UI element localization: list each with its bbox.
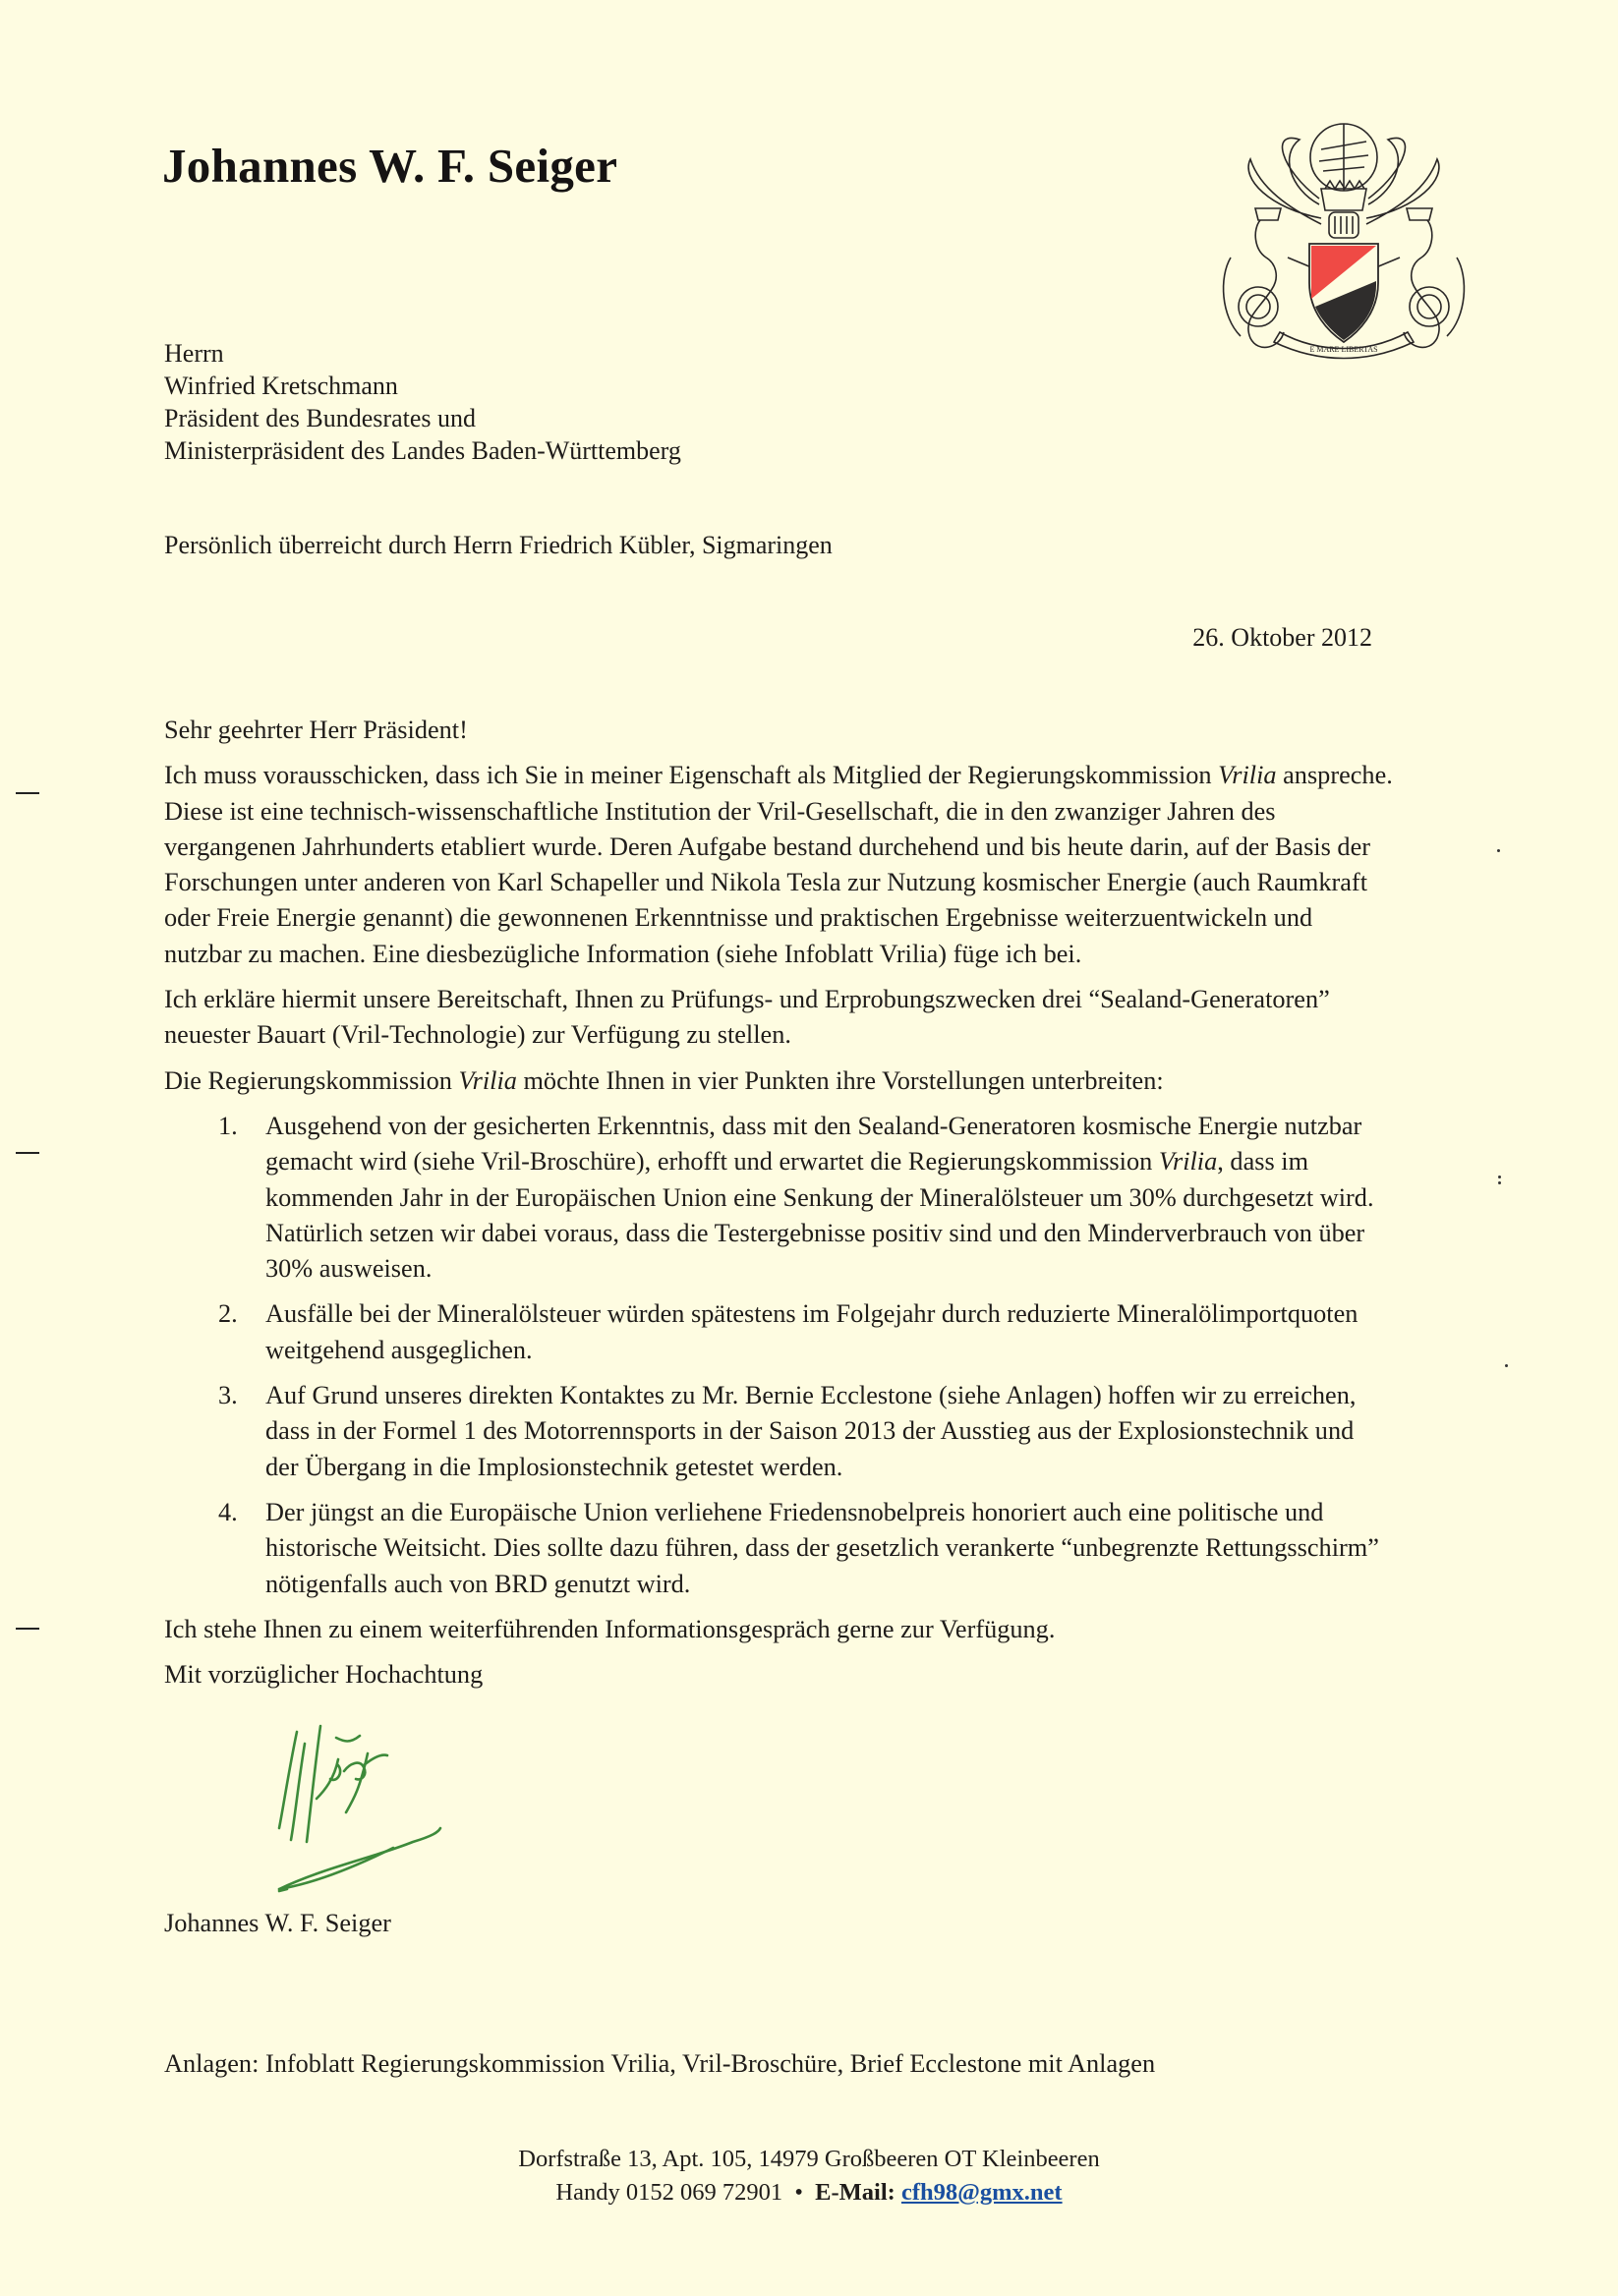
paper-speck [1498, 1176, 1501, 1178]
delivery-note: Persönlich überreicht durch Herrn Friedrich Kübler, Sigmaringen [164, 531, 833, 559]
recipient-line: Winfried Kretschmann [164, 372, 398, 400]
letterhead-sender-name: Johannes W. F. Seiger [162, 139, 618, 193]
text-span: Ausfälle bei der Mineralölsteuer würden spätestens im Folgejahr durch reduzierte Mineralölimportquoten weitgehend ausgeglichen. [265, 1299, 1358, 1364]
text-span: Ich muss vorausschicken, dass ich Sie in meiner Eigenschaft als Mitglied der Regierungskommission [164, 761, 1219, 790]
list-number: 3. [218, 1381, 238, 1410]
regards: Mit vorzüglicher Hochachtung [164, 1660, 484, 1690]
letter-body [164, 713, 1393, 1702]
list-number: 2. [218, 1299, 238, 1329]
email-label: E-Mail: [815, 2179, 896, 2206]
text-span: Ausgehend von der gesicherten Erkenntnis, dass mit den Sealand-Generatoren kosmische Energie nutzbar gemacht wird (siehe Vril-Broschüre), erhofft und erwartet die Regierungskommission [265, 1111, 1362, 1177]
footer-contact-line [0, 2176, 1618, 2210]
paragraph-offer: Ich erkläre hiermit unsere Bereitschaft, Ihnen zu Prüfungs- und Erprobungszwecken drei “Sealand-Generatoren” neuester Bauart (Vril-Technologie) zur Verfügung zu stellen. [164, 985, 1330, 1050]
recipient-line: Herrn [164, 339, 224, 368]
crest-motto: E MARE LIBERTAS [1309, 345, 1378, 354]
list-number: 4. [218, 1497, 238, 1526]
text-span: möchte Ihnen in vier Punkten ihre Vorstellungen unterbreiten: [516, 1065, 1164, 1095]
letter-date: 26. Oktober 2012 [1192, 623, 1372, 652]
enclosures: Anlagen: Infoblatt Regierungskommission Vrilia, Vril-Broschüre, Brief Ecclestone mit Anlagen [164, 2049, 1156, 2078]
emphasis-vrilia: Vrilia [458, 1065, 517, 1095]
text-span: , dass im kommenden Jahr in der Europäischen Union eine Senkung der Mineralölsteuer um 30% durchgesetzt wird. Natürlich setzen wir dabei voraus, dass die Testergebnisse positiv sind und den Minderverbrauch von über 30% ausweisen. [265, 1147, 1374, 1284]
fold-mark [16, 792, 39, 794]
text-span: anspreche. Diese ist eine technisch-wissenschaftliche Institution der Vril-Gesellschaft, die in den zwanziger Jahren des vergangenen Jahrhunderts etabliert wurde. Deren Aufgabe bestand durchehend und bis heute darin, auf der Basis der Forschungen unter anderen von Karl Schapeller und Nikola Tesla zur Nutzung kosmischer Energie (auch Raumkraft oder Freie Energie genannt) die gewonnenen Erkenntnisse und praktischen Ergebnisse weiterzuentwickeln und nutzbar zu machen. Eine diesbezügliche Information (siehe Infoblatt Vrilia) füge ich bei. [164, 761, 1393, 968]
signed-name: Johannes W. F. Seiger [164, 1909, 391, 1937]
coat-of-arms-icon [1211, 110, 1476, 362]
recipient-address [164, 337, 681, 467]
paper-speck [1498, 1181, 1501, 1184]
paragraph-intro [164, 758, 1393, 972]
fold-mark [16, 1628, 39, 1630]
recipient-line: Präsident des Bundesrates und [164, 404, 477, 432]
paper-speck [1497, 849, 1500, 852]
emphasis-vrilia: Vrilia [1158, 1147, 1218, 1177]
bullet-separator: • [794, 2179, 803, 2206]
salutation: Sehr geehrter Herr Präsident! [164, 716, 468, 744]
paragraph-points-intro [164, 1063, 1393, 1099]
list-number: 1. [218, 1111, 238, 1140]
footer-phone: Handy 0152 069 72901 [555, 2179, 783, 2206]
list-item [164, 1378, 1393, 1485]
handwritten-signature [265, 1720, 580, 1902]
footer-address: Dorfstraße 13, Apt. 105, 14979 Großbeeren OT Kleinbeeren [518, 2146, 1100, 2172]
list-item [164, 1296, 1393, 1368]
recipient-line: Ministerpräsident des Landes Baden-Württemberg [164, 436, 681, 465]
closing-paragraph: Ich stehe Ihnen zu einem weiterführenden Informationsgespräch gerne zur Verfügung. [164, 1614, 1056, 1643]
list-item [164, 1109, 1393, 1287]
text-span: Der jüngst an die Europäische Union verliehene Friedensnobelpreis honoriert auch eine politische und historische Weitsicht. Dies sollte dazu führen, dass der gesetzlich verankerte “unbegrenzte Rettungsschirm” nötigenfalls auch von BRD genutzt wird. [265, 1497, 1379, 1598]
email-link[interactable]: cfh98@gmx.net [900, 2179, 1063, 2206]
text-span: Die Regierungskommission [164, 1065, 459, 1095]
footer-contact [0, 2143, 1618, 2210]
list-item [164, 1495, 1393, 1602]
text-span: Auf Grund unseres direkten Kontaktes zu Mr. Bernie Ecclestone (siehe Anlagen) hoffen wir zu erreichen, dass in der Formel 1 des Motorrennsports in der Saison 2013 der Ausstieg aus der Explosionstechnik und der Übergang in die Implosionstechnik getestet werden. [265, 1381, 1357, 1481]
points-list [164, 1109, 1393, 1602]
fold-mark [16, 1152, 39, 1154]
paper-speck [1505, 1364, 1508, 1367]
emphasis-vrilia: Vrilia [1218, 761, 1277, 790]
